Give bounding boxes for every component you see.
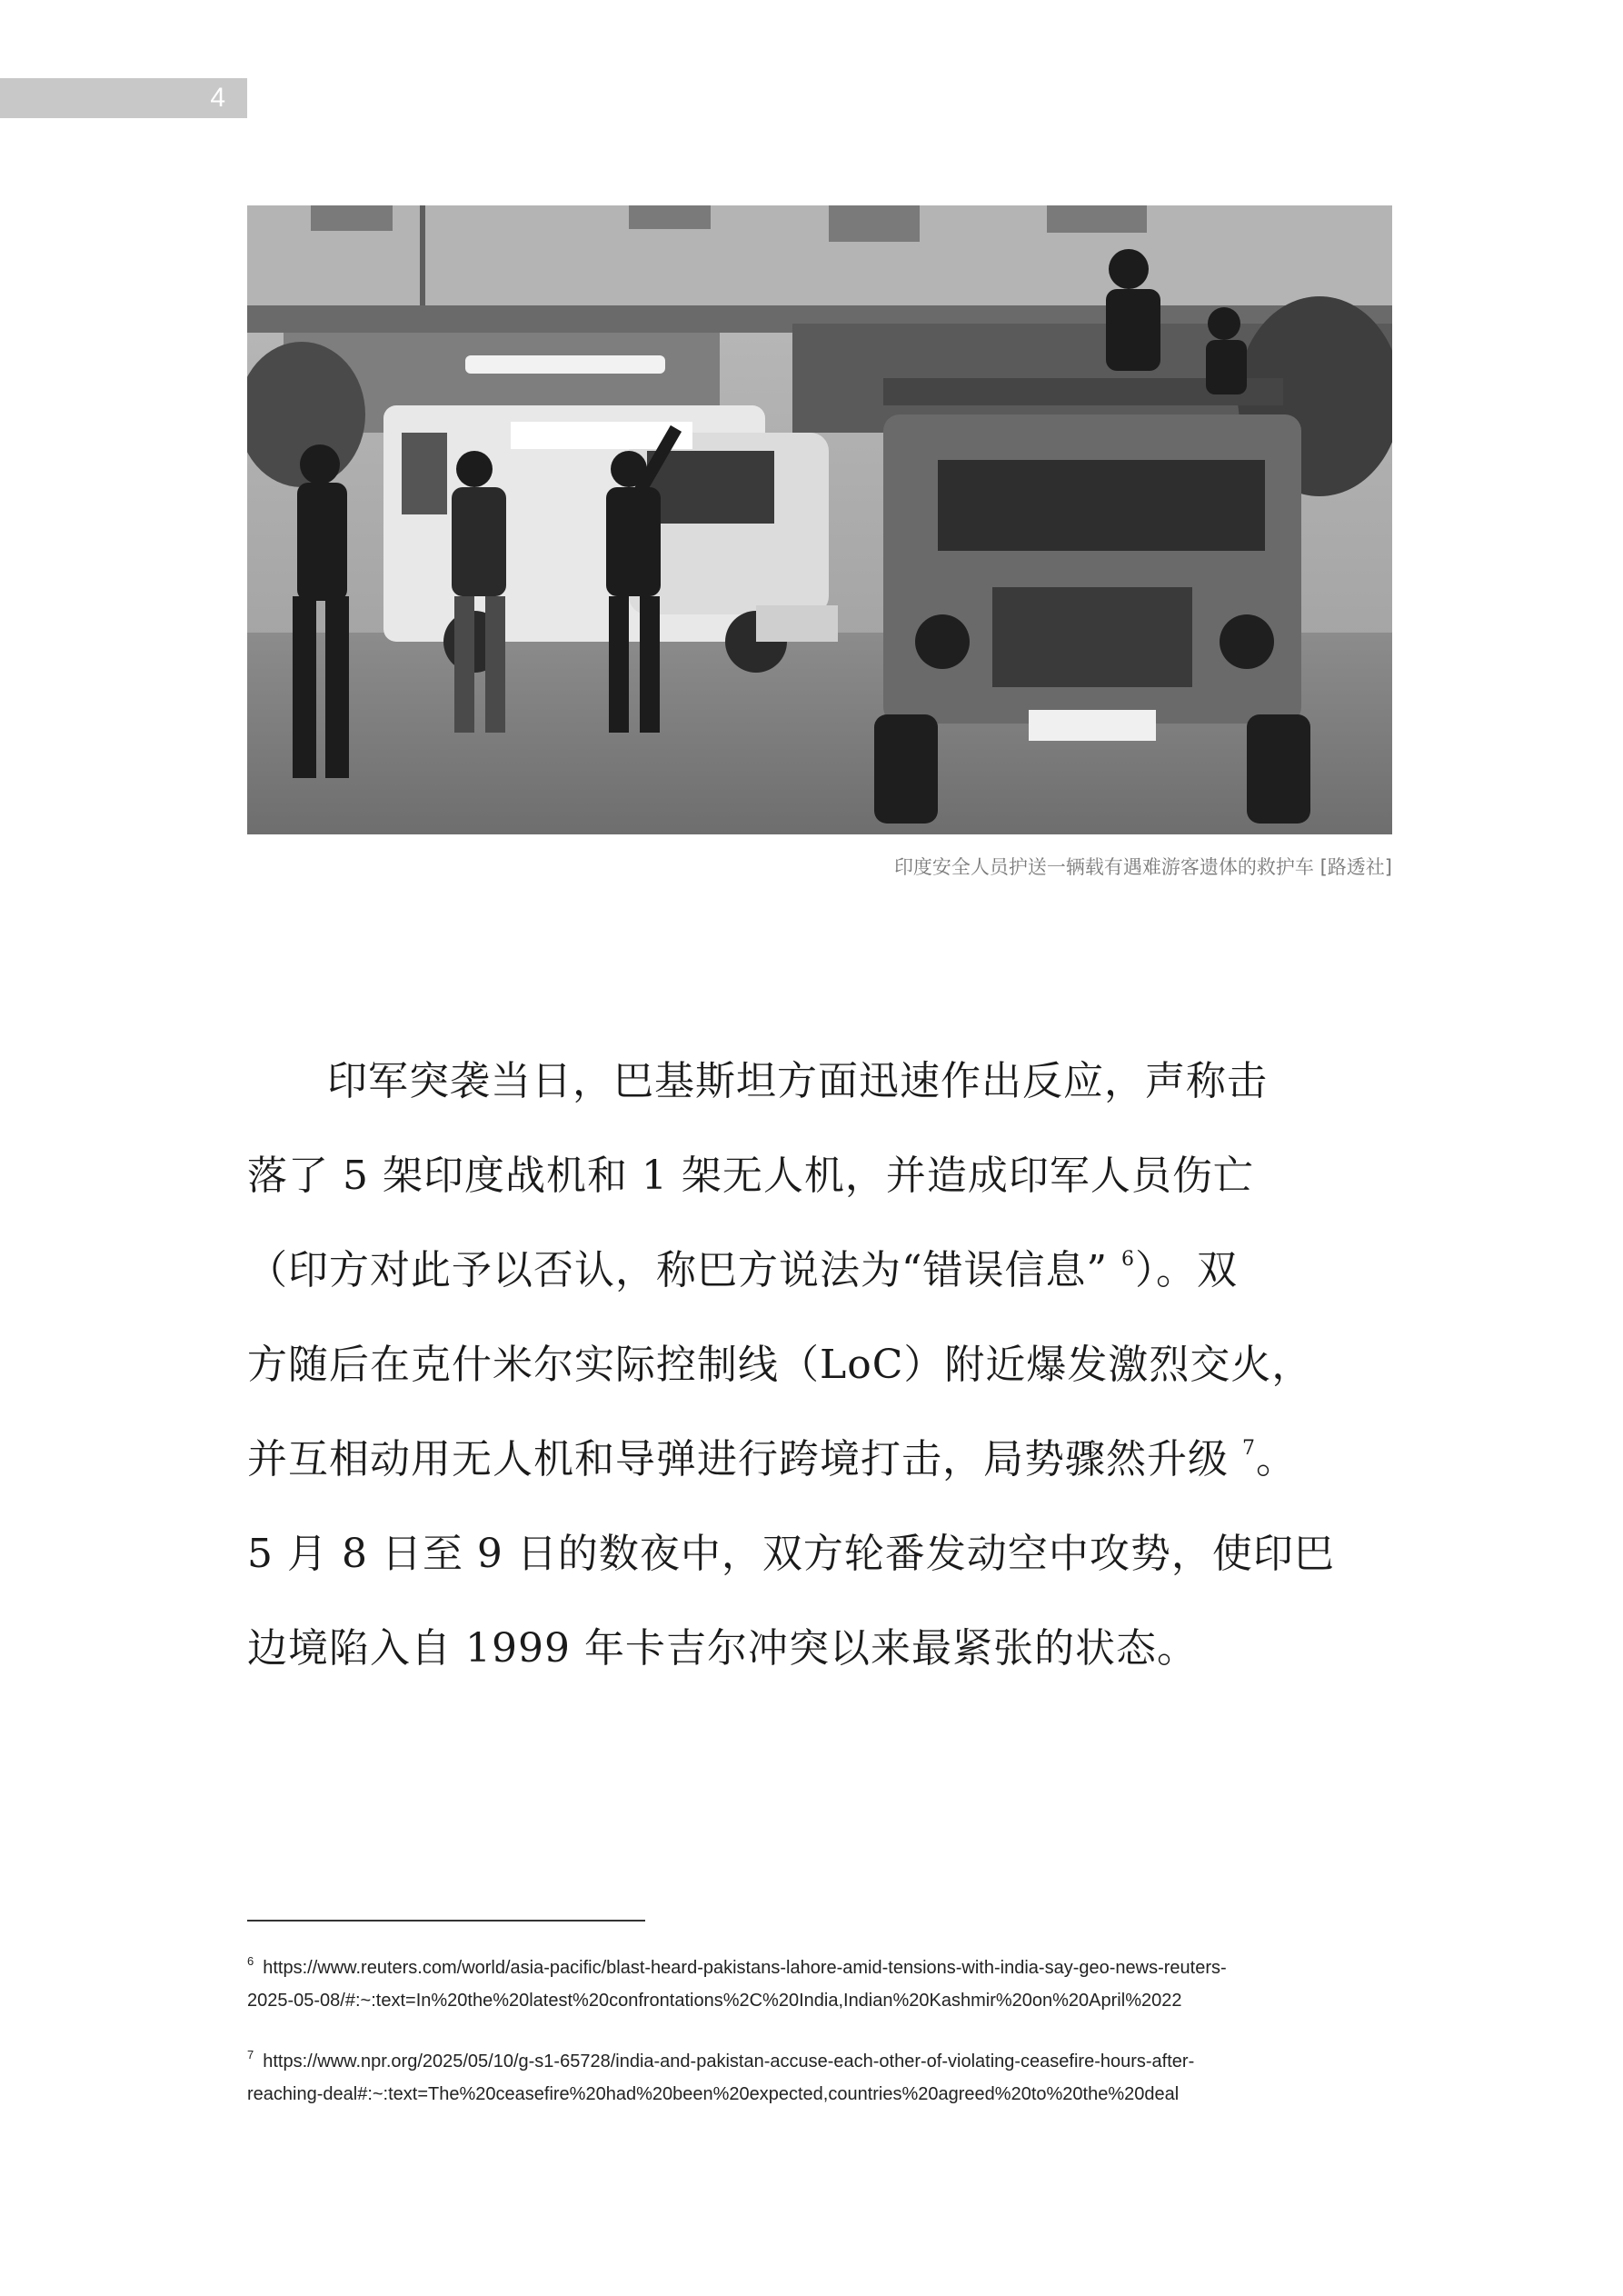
footnote-item	[247, 1945, 1394, 2017]
paragraph-line-text-tail: 。	[1256, 1436, 1297, 1482]
paragraph-line: 5 月 8 日至 9 日的数夜中，双方轮番发动空中攻势，使印巴	[247, 1531, 1335, 1577]
footnote-link-continued[interactable]: reaching-deal#:~:text=The%20ceasefire%20had%20been%20expected,countries%20agreed%20to%20the%20deal	[247, 2084, 1180, 2104]
paragraph-line-text-tail: ）。双	[1135, 1247, 1238, 1293]
footnote-link-continued[interactable]: 2025-05-08/#:~:text=In%20the%20latest%20confrontations%2C%20India,Indian%20Kashmir%20on%20April%2022	[247, 1991, 1182, 2011]
paragraph-line	[247, 1223, 1394, 1318]
footnote-reference[interactable]: 6	[1121, 1248, 1135, 1271]
footnotes	[247, 1945, 1394, 2132]
footnote-link[interactable]: https://www.npr.org/2025/05/10/g-s1-65728/india-and-pakistan-accuse-each-other-of-violating-ceasefire-hours-after-	[263, 2051, 1195, 2071]
news-photo	[247, 205, 1392, 834]
paragraph-line-text: 并互相动用无人机和导弹进行跨境打击，局势骤然升级	[247, 1436, 1229, 1482]
page-number-tab	[0, 78, 247, 118]
paragraph-line-text: （印方对此予以否认，称巴方说法为“错误信息”	[247, 1247, 1108, 1293]
page-number: 4	[210, 83, 225, 113]
photo-caption: 印度安全人员护送一辆载有遇难游客遗体的救护车 [路透社]	[893, 856, 1392, 878]
footnote-line[interactable]	[247, 2039, 1394, 2078]
paragraph-line: 边境陷入自 1999 年卡吉尔冲突以来最紧张的状态。	[247, 1625, 1198, 1672]
footnote-divider	[247, 1920, 645, 1922]
footnote-link[interactable]: https://www.reuters.com/world/asia-pacific/blast-heard-pakistans-lahore-amid-tensions-with-india-say-geo-news-reuters-	[263, 1958, 1227, 1978]
footnote-number: 7	[247, 2048, 254, 2061]
footnote-item	[247, 2039, 1394, 2111]
paragraph-line: 印军突袭当日，巴基斯坦方面迅速作出反应，声称击	[327, 1058, 1268, 1104]
body-paragraph	[247, 1034, 1394, 1696]
footnote-number: 6	[247, 1954, 254, 1968]
footnote-reference[interactable]: 7	[1242, 1437, 1256, 1460]
paragraph-line	[247, 1413, 1394, 1507]
footnote-line[interactable]	[247, 1945, 1394, 1984]
photo-illustration	[247, 205, 1392, 834]
paragraph-line: 落了 5 架印度战机和 1 架无人机，并造成印军人员伤亡	[247, 1153, 1254, 1199]
paragraph-line: 方随后在克什米尔实际控制线（LoC）附近爆发激烈交火，	[247, 1342, 1313, 1388]
